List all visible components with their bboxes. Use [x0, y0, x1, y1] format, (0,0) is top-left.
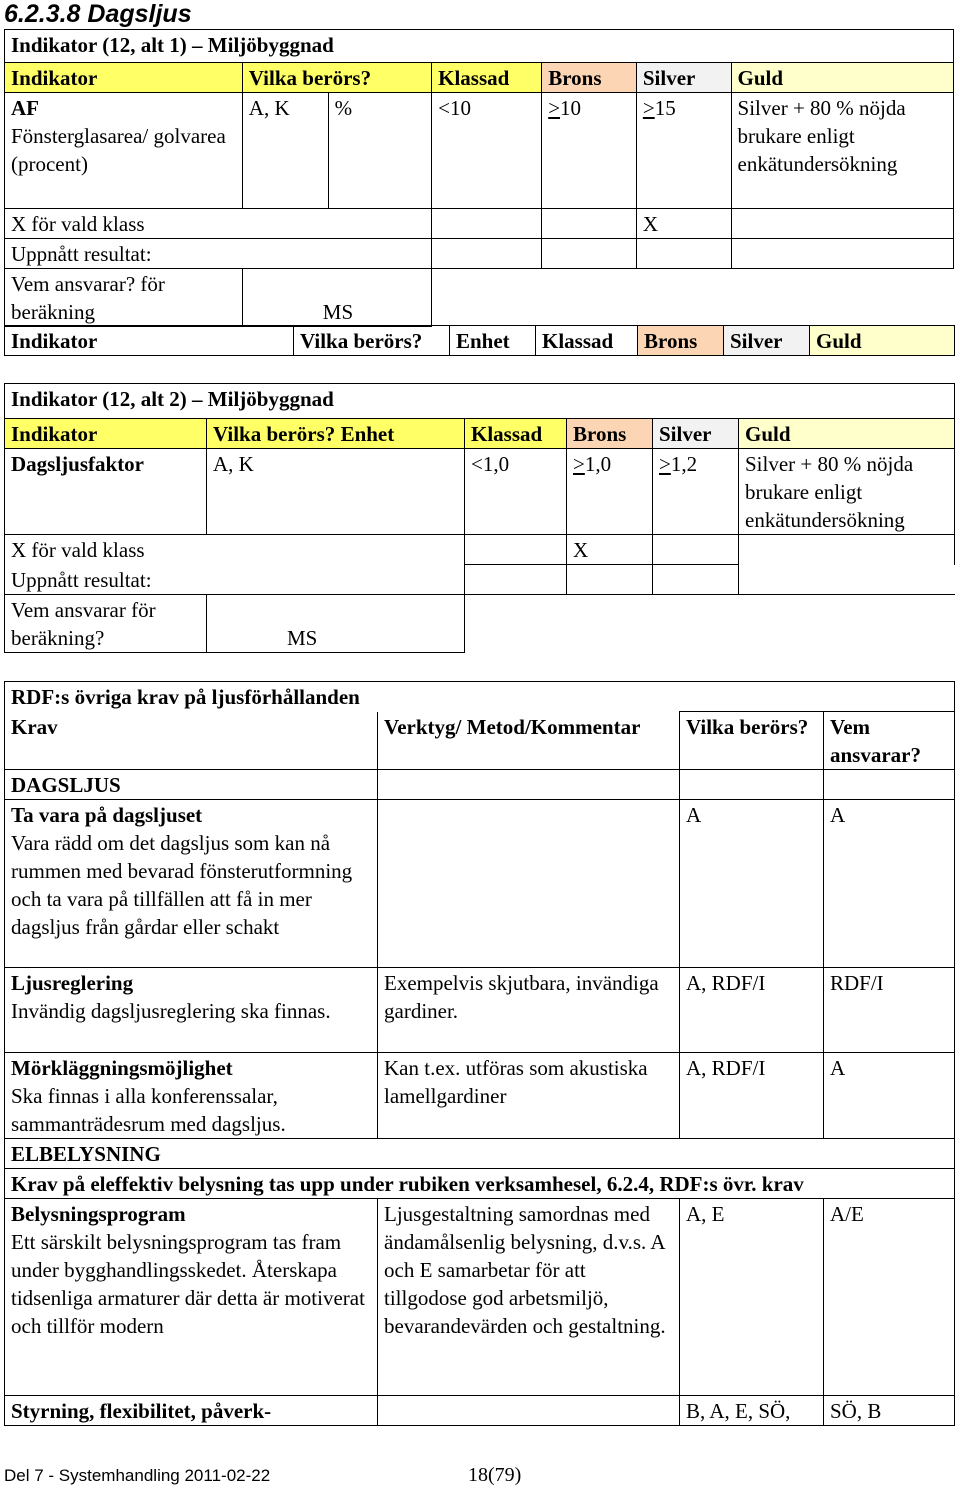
header-klassad: Klassad [432, 63, 542, 93]
cell-df-brons: >1,0 [567, 449, 653, 535]
cell-df-name: Dagsljusfaktor [5, 449, 207, 535]
af-name: AF [11, 96, 39, 120]
section-elbelysning: ELBELYSNING [5, 1139, 955, 1169]
cell-res-guld [731, 239, 953, 269]
req2-row-0-vem: A/E [824, 1199, 955, 1396]
cell-af-brons: >10 [542, 93, 637, 209]
af-desc: Fönsterglasarea/ golvarea (procent) [11, 124, 226, 176]
indicator-table-alt2 [4, 383, 955, 653]
section-dagsljus: DAGSLJUS [5, 770, 378, 800]
header-silver: Silver [653, 419, 739, 449]
req-row-0-tool [378, 800, 680, 968]
req-row-0-krav: Ta vara på dagsljuset Vara rädd om det dagsljus som kan nå rummen med bevarad fönsterutformning och ta vara på tillfällen att få in mer dagsljus från gårdar eller schakt [5, 800, 378, 968]
req-row-2-vem: A [824, 1053, 955, 1139]
cell-af [5, 93, 243, 209]
section-heading: 6.2.3.8 Dagsljus [4, 0, 192, 28]
row-vem-value: MS [207, 594, 465, 652]
cell-x-guld [739, 535, 955, 565]
header-vilka: Vilka berörs? [242, 63, 431, 93]
krav-line: Krav på eleffektiv belysning tas upp under rubiken verksamhesel, 6.2.4, RDF:s övr. krav [5, 1169, 955, 1199]
req2-row-1-krav: Styrning, flexibilitet, påverk- [5, 1396, 378, 1426]
header-brons: Brons [567, 419, 653, 449]
row-result-label: Uppnått resultat: [5, 239, 432, 269]
header-guld: Guld [739, 419, 955, 449]
header-vem: Vem ansvarar? [824, 712, 955, 770]
row-x-label: X för vald klass [5, 535, 465, 565]
cell-x-silver [653, 535, 739, 565]
req2-row-1-vem: SÖ, B [824, 1396, 955, 1426]
footer-header-klassad: Klassad [536, 326, 638, 356]
req-row-1-krav: Ljusreglering Invändig dagsljusreglering ska finnas. [5, 968, 378, 1053]
footer-header-enhet: Enhet [450, 326, 536, 356]
header-vilka: Vilka berörs? [680, 712, 824, 770]
cell-af-guld: Silver + 80 % nöjda brukare enligt enkätundersökning [731, 93, 953, 209]
indicator-table-alt1 [4, 29, 954, 327]
cell-df-silver: >1,2 [653, 449, 739, 535]
cell-af-klassad: <10 [432, 93, 542, 209]
header-guld: Guld [731, 63, 953, 93]
footer-header-brons: Brons [638, 326, 724, 356]
footer-page-number: 18(79) [468, 1464, 522, 1486]
req-row-0-vem: A [824, 800, 955, 968]
header-brons: Brons [542, 63, 637, 93]
cell-x-klassad [432, 209, 542, 239]
table-title: Indikator (12, alt 2) – Miljöbyggnad [5, 384, 955, 419]
header-krav: Krav [5, 712, 378, 770]
header-vilka: Vilka berörs? Enhet [207, 419, 465, 449]
row-vem-label: Vem ansvarar? för beräkning [5, 269, 243, 327]
cell-af-enhet: % [328, 93, 431, 209]
cell-res-guld [739, 565, 955, 595]
cell-res-silver [653, 565, 739, 595]
footer-doc-info: Del 7 - Systemhandling 2011-02-22 [4, 1466, 271, 1485]
cell-x-brons [542, 209, 637, 239]
req2-row-1-vilka: B, A, E, SÖ, [680, 1396, 824, 1426]
req-row-2-vilka: A, RDF/I [680, 1053, 824, 1139]
req-row-0-vilka: A [680, 800, 824, 968]
req-row-1-tool: Exempelvis skjutbara, invändiga gardiner. [378, 968, 680, 1053]
cell-x-klassad [465, 535, 567, 565]
cell-df-guld: Silver + 80 % nöjda brukare enligt enkätundersökning [739, 449, 955, 535]
cell-x-silver: X [636, 209, 731, 239]
req-row-1-vilka: A, RDF/I [680, 968, 824, 1053]
cell-x-brons: X [567, 535, 653, 565]
cell-af-vilka: A, K [242, 93, 328, 209]
cell-res-silver [636, 239, 731, 269]
req2-row-1-tool [378, 1396, 680, 1426]
row-vem-label: Vem ansvarar för beräkning? [5, 594, 207, 652]
footer-header-silver: Silver [724, 326, 810, 356]
req2-row-0-vilka: A, E [680, 1199, 824, 1396]
footer-header-guld: Guld [810, 326, 955, 356]
cell-x-guld [731, 209, 953, 239]
header-indikator: Indikator [5, 63, 243, 93]
header-verktyg: Verktyg/ Metod/Kommentar [378, 712, 680, 770]
cell-af-silver: >15 [636, 93, 731, 209]
req-row-2-tool: Kan t.ex. utföras som akustiska lamellgardiner [378, 1053, 680, 1139]
rdf-requirements-table [4, 681, 955, 1426]
cell-df-vilka: A, K [207, 449, 465, 535]
footer-header-indikator: Indikator [5, 326, 294, 356]
header-indikator: Indikator [5, 419, 207, 449]
table-title: RDF:s övriga krav på ljusförhållanden [5, 682, 955, 712]
req2-row-0-tool: Ljusgestaltning samordnas med ändamålsenlig belysning, d.v.s. A och E samarbetar för att tillgodose god arbetsmiljö, bevarandevärden och gestaltning. [378, 1199, 680, 1396]
row-x-label: X för vald klass [5, 209, 432, 239]
cell-res-klassad [432, 239, 542, 269]
cell-res-brons [542, 239, 637, 269]
cell-res-klassad [465, 565, 567, 595]
req-row-1-vem: RDF/I [824, 968, 955, 1053]
row-vem-value: MS [242, 269, 431, 327]
indicator-table-alt1-footer [4, 325, 955, 356]
req2-row-0-krav: Belysningsprogram Ett särskilt belysningsprogram tas fram under bygghandlingsskedet. Återskapa tidsenliga armaturer där detta är motiverat och tillför modern [5, 1199, 378, 1396]
cell-res-brons [567, 565, 653, 595]
table-title: Indikator (12, alt 1) – Miljöbyggnad [5, 30, 954, 63]
footer-header-vilka: Vilka berörs? [294, 326, 450, 356]
header-silver: Silver [636, 63, 731, 93]
cell-df-klassad: <1,0 [465, 449, 567, 535]
req-row-2-krav: Mörkläggningsmöjlighet Ska finnas i alla konferenssalar, sammanträdesrum med dagsljus. [5, 1053, 378, 1139]
header-klassad: Klassad [465, 419, 567, 449]
row-result-label: Uppnått resultat: [5, 565, 465, 595]
